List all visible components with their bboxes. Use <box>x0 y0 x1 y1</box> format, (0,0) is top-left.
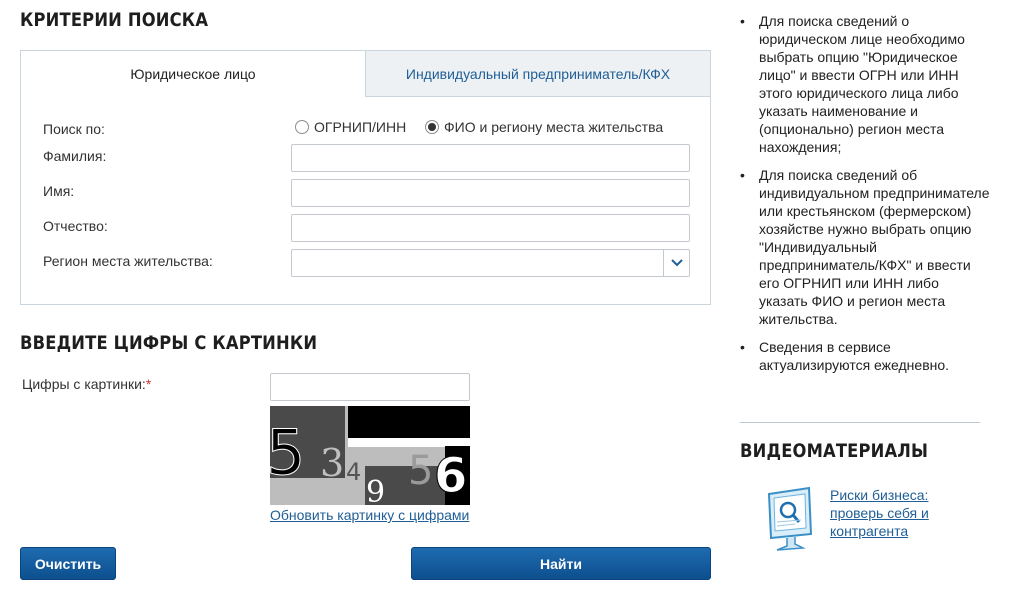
radio-ogrnip-inn-circle[interactable] <box>295 120 309 134</box>
captcha-digit-5: 5 <box>408 448 434 494</box>
surname-input[interactable] <box>291 144 690 172</box>
captcha-digit-2: 3 <box>320 441 345 485</box>
name-label: Имя: <box>43 183 75 199</box>
refresh-captcha-link[interactable]: Обновить картинку с цифрами <box>270 507 470 523</box>
radio-ogrnip-inn[interactable] <box>295 119 406 135</box>
tab-individual-entrepreneur[interactable]: Индивидуальный предприниматель/КФХ <box>365 51 710 97</box>
region-select[interactable] <box>291 249 690 277</box>
captcha-image <box>266 406 470 510</box>
videos-heading: ВИДЕОМАТЕРИАЛЫ <box>740 440 929 462</box>
captcha-digit-3: 4 <box>346 458 362 486</box>
captcha-digit-6: 6 <box>434 448 468 504</box>
info-item-text: Для поиска сведений об индивидуальном предпринимателе или крестьянском (фермерском) хозяйстве нужно выбрать опцию "Индивидуальный предприниматель/КФХ" и ввести его ОГРНИП или ИНН либо указать ФИО и регион места жительства. <box>759 167 990 327</box>
region-dropdown-button[interactable] <box>663 250 689 276</box>
chevron-down-icon <box>671 259 683 267</box>
captcha-digit-4: 9 <box>366 475 386 510</box>
captcha-label-text: Цифры с картинки: <box>22 376 146 392</box>
patronymic-label: Отчество: <box>43 218 108 234</box>
surname-label: Фамилия: <box>43 148 107 164</box>
captcha-label <box>22 376 151 392</box>
tab-legal-entity[interactable]: Юридическое лицо <box>21 51 365 97</box>
radio-fio-region[interactable] <box>425 119 663 135</box>
find-button[interactable]: Найти <box>411 547 711 580</box>
clear-button[interactable]: Очистить <box>20 547 116 580</box>
radio-ogrnip-inn-label: ОГРНИП/ИНН <box>314 119 407 135</box>
info-item <box>740 338 990 374</box>
radio-fio-region-circle[interactable] <box>425 120 439 134</box>
bullet: • <box>740 167 745 183</box>
captcha-input[interactable] <box>270 373 470 401</box>
info-item-text: Для поиска сведений о юридическом лице необходимо выбрать опцию "Юридическое лицо" и ввести ОГРН или ИНН этого юридического лица либо указать наименование и (опционально) регион места нахождения; <box>759 13 965 155</box>
info-item-text: Сведения в сервисе актуализируются ежедневно. <box>759 339 950 373</box>
divider <box>740 422 980 423</box>
captcha-heading: ВВЕДИТЕ ЦИФРЫ С КАРТИНКИ <box>20 332 318 354</box>
monitor-magnifier-icon[interactable] <box>765 486 821 556</box>
info-list <box>740 12 990 384</box>
search-criteria-heading: КРИТЕРИИ ПОИСКА <box>20 9 209 31</box>
bullet: • <box>740 339 745 355</box>
info-item <box>740 12 990 156</box>
radio-fio-region-label: ФИО и региону места жительства <box>444 119 664 135</box>
required-mark: * <box>145 376 152 392</box>
info-item <box>740 166 990 328</box>
search-criteria-panel <box>20 50 711 305</box>
patronymic-input[interactable] <box>291 214 690 242</box>
region-label: Регион места жительства: <box>43 253 213 269</box>
search-by-label: Поиск по: <box>43 121 105 137</box>
video-link-business-risks[interactable]: Риски бизнеса: проверь себя и контрагента <box>830 487 929 539</box>
name-input[interactable] <box>291 179 690 207</box>
captcha-digit-1: 5 <box>266 416 306 489</box>
bullet: • <box>740 13 745 29</box>
